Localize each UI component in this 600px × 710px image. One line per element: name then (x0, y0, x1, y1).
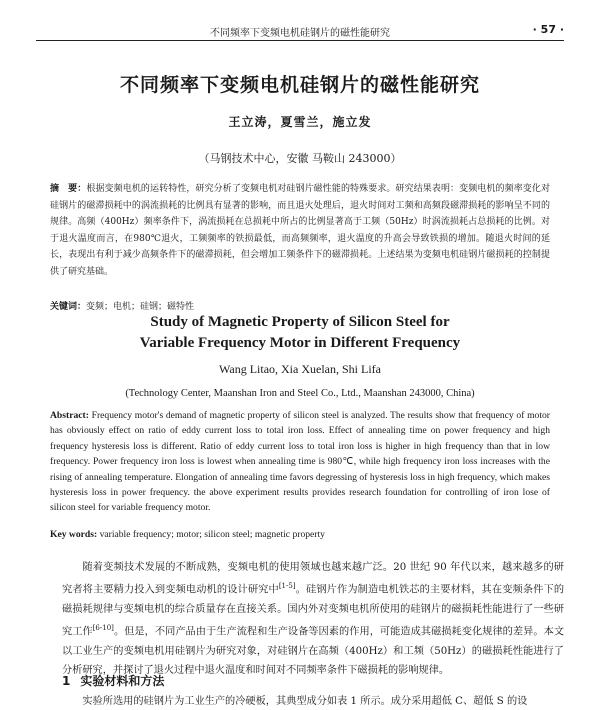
intro-text-b: 。硅钢片作为制造电机铁芯的主要材料，其在变频条件下的磁损耗规律与变频电机的综合质量存在直接关系。国内外对变频电机所使用的硅钢片的磁损耗性能进行了一些研究工作 (62, 584, 565, 638)
section-heading (62, 672, 164, 689)
keywords-cn-label: 关键词： (50, 302, 87, 312)
intro-body (62, 558, 564, 680)
running-title: 不同频率下变频电机硅钢片的磁性能研究 (210, 28, 390, 39)
abstract-cn-text: 根据变频电机的运转特性，研究分析了变频电机对硅钢片磁性能的特殊要求。研究结果表明：变频电机的频率变化对硅钢片的磁滞损耗中的涡流损耗的比例具有显著的影响，而且退火处理后，退火时间对工频和高频段磁滞损耗的影响呈不同的规律。高频（400Hz）频率条件下，涡流损耗在总损耗中所占的比例显著高于工频（50Hz）时涡流损耗占总损耗的比例。对于退火温度而言，在980℃退火，工频频率的铁损最低，而高频频率，退火温度的升高会导致铁损的增加。随退火时间的延长，表现出有利于减少高频条件下的磁滞损耗，但会增加工频条件下的磁滞损耗。上述结果为变频电机硅钢片磁损耗的控制提供了研究基础。 (50, 184, 550, 277)
abstract-cn-label: 摘 要： (50, 184, 87, 194)
paper-title-en-line2: Variable Frequency Motor in Different Frequency (139, 335, 461, 351)
citation-ref: [6-10] (92, 624, 114, 632)
intro-text-c: 。但是，不同产品由于生产流程和生产设备等因素的作用，可能造成其磁损耗变化规律的差异。本文以工业生产的变频电机用硅钢片为研究对象，对硅钢片在高频（400Hz）和工频（50Hz）的磁损耗性能进行了分析研究，并探讨了退火过程中退火温度和时间对不同频率条件下磁损耗的影响规律。 (62, 626, 565, 676)
paper-title-en-line1: Study of Magnetic Property of Silicon Steel for (150, 314, 450, 330)
keywords-en-text: variable frequency; motor; silicon steel; magnetic property (99, 529, 325, 540)
section-body: 实验所选用的硅钢片为工业生产的冷硬板，其典型成分如表 1 所示。成分采用超低 C、超低 S 的设 (82, 696, 528, 707)
authors-en: Wang Litao, Xia Xuelan, Shi Lifa (219, 362, 381, 376)
paper-title-en (0, 312, 600, 354)
keywords-en-label: Key words: (50, 529, 98, 540)
abstract-en (50, 408, 550, 516)
intro-text-a: 随着变频技术发展的不断成熟，变频电机的使用领域也越来越广泛。20 世纪 90 年代以来，越来越多的研究者将主要精力投入到变频电动机的设计研究中 (62, 562, 564, 596)
affiliation-cn: （马钢技术中心，安徽 马鞍山 243000） (198, 152, 402, 165)
section-number: 1 (62, 674, 71, 688)
keywords-cn-text: 变频；电机；硅钢；磁特性 (86, 302, 195, 312)
citation-ref: [1-5] (278, 582, 296, 591)
authors-cn: 王立涛，夏雪兰，施立发 (228, 115, 372, 129)
section-title: 实验材料和方法 (80, 674, 165, 688)
page-number: · 57 · (532, 23, 564, 36)
abstract-en-text: Frequency motor's demand of magnetic property of silicon steel is analyzed. The results show that frequency of motor has obviously effect on ratio of eddy current loss to total iron loss. Effect of annealing time on power frequency and high frequency hysteresis loss is different. Ratio of eddy current loss to total iron loss is higher in high frequency than that in low frequency. Power frequency iron loss is lowest when annealing time is 980℃, while high frequency iron loss increases with the rising of annealing temperature. Elongation of annealing time favors degressing of hysteresis loss in high frequency, which makes hysteresis loss in power frequency. the above experiment results provides research foundation for controlling of iron lose of silicon steel for variable frequency motor. (50, 410, 550, 514)
intro-paragraph (62, 558, 564, 680)
paper-title-cn: 不同频率下变频电机硅钢片的磁性能研究 (119, 74, 480, 96)
keywords-en (50, 528, 550, 542)
abstract-en-label: Abstract: (50, 410, 89, 421)
running-header (36, 22, 564, 41)
abstract-cn (50, 181, 550, 280)
affiliation-en: (Technology Center, Maanshan Iron and Steel Co., Ltd., Maanshan 243000, China) (125, 388, 475, 399)
